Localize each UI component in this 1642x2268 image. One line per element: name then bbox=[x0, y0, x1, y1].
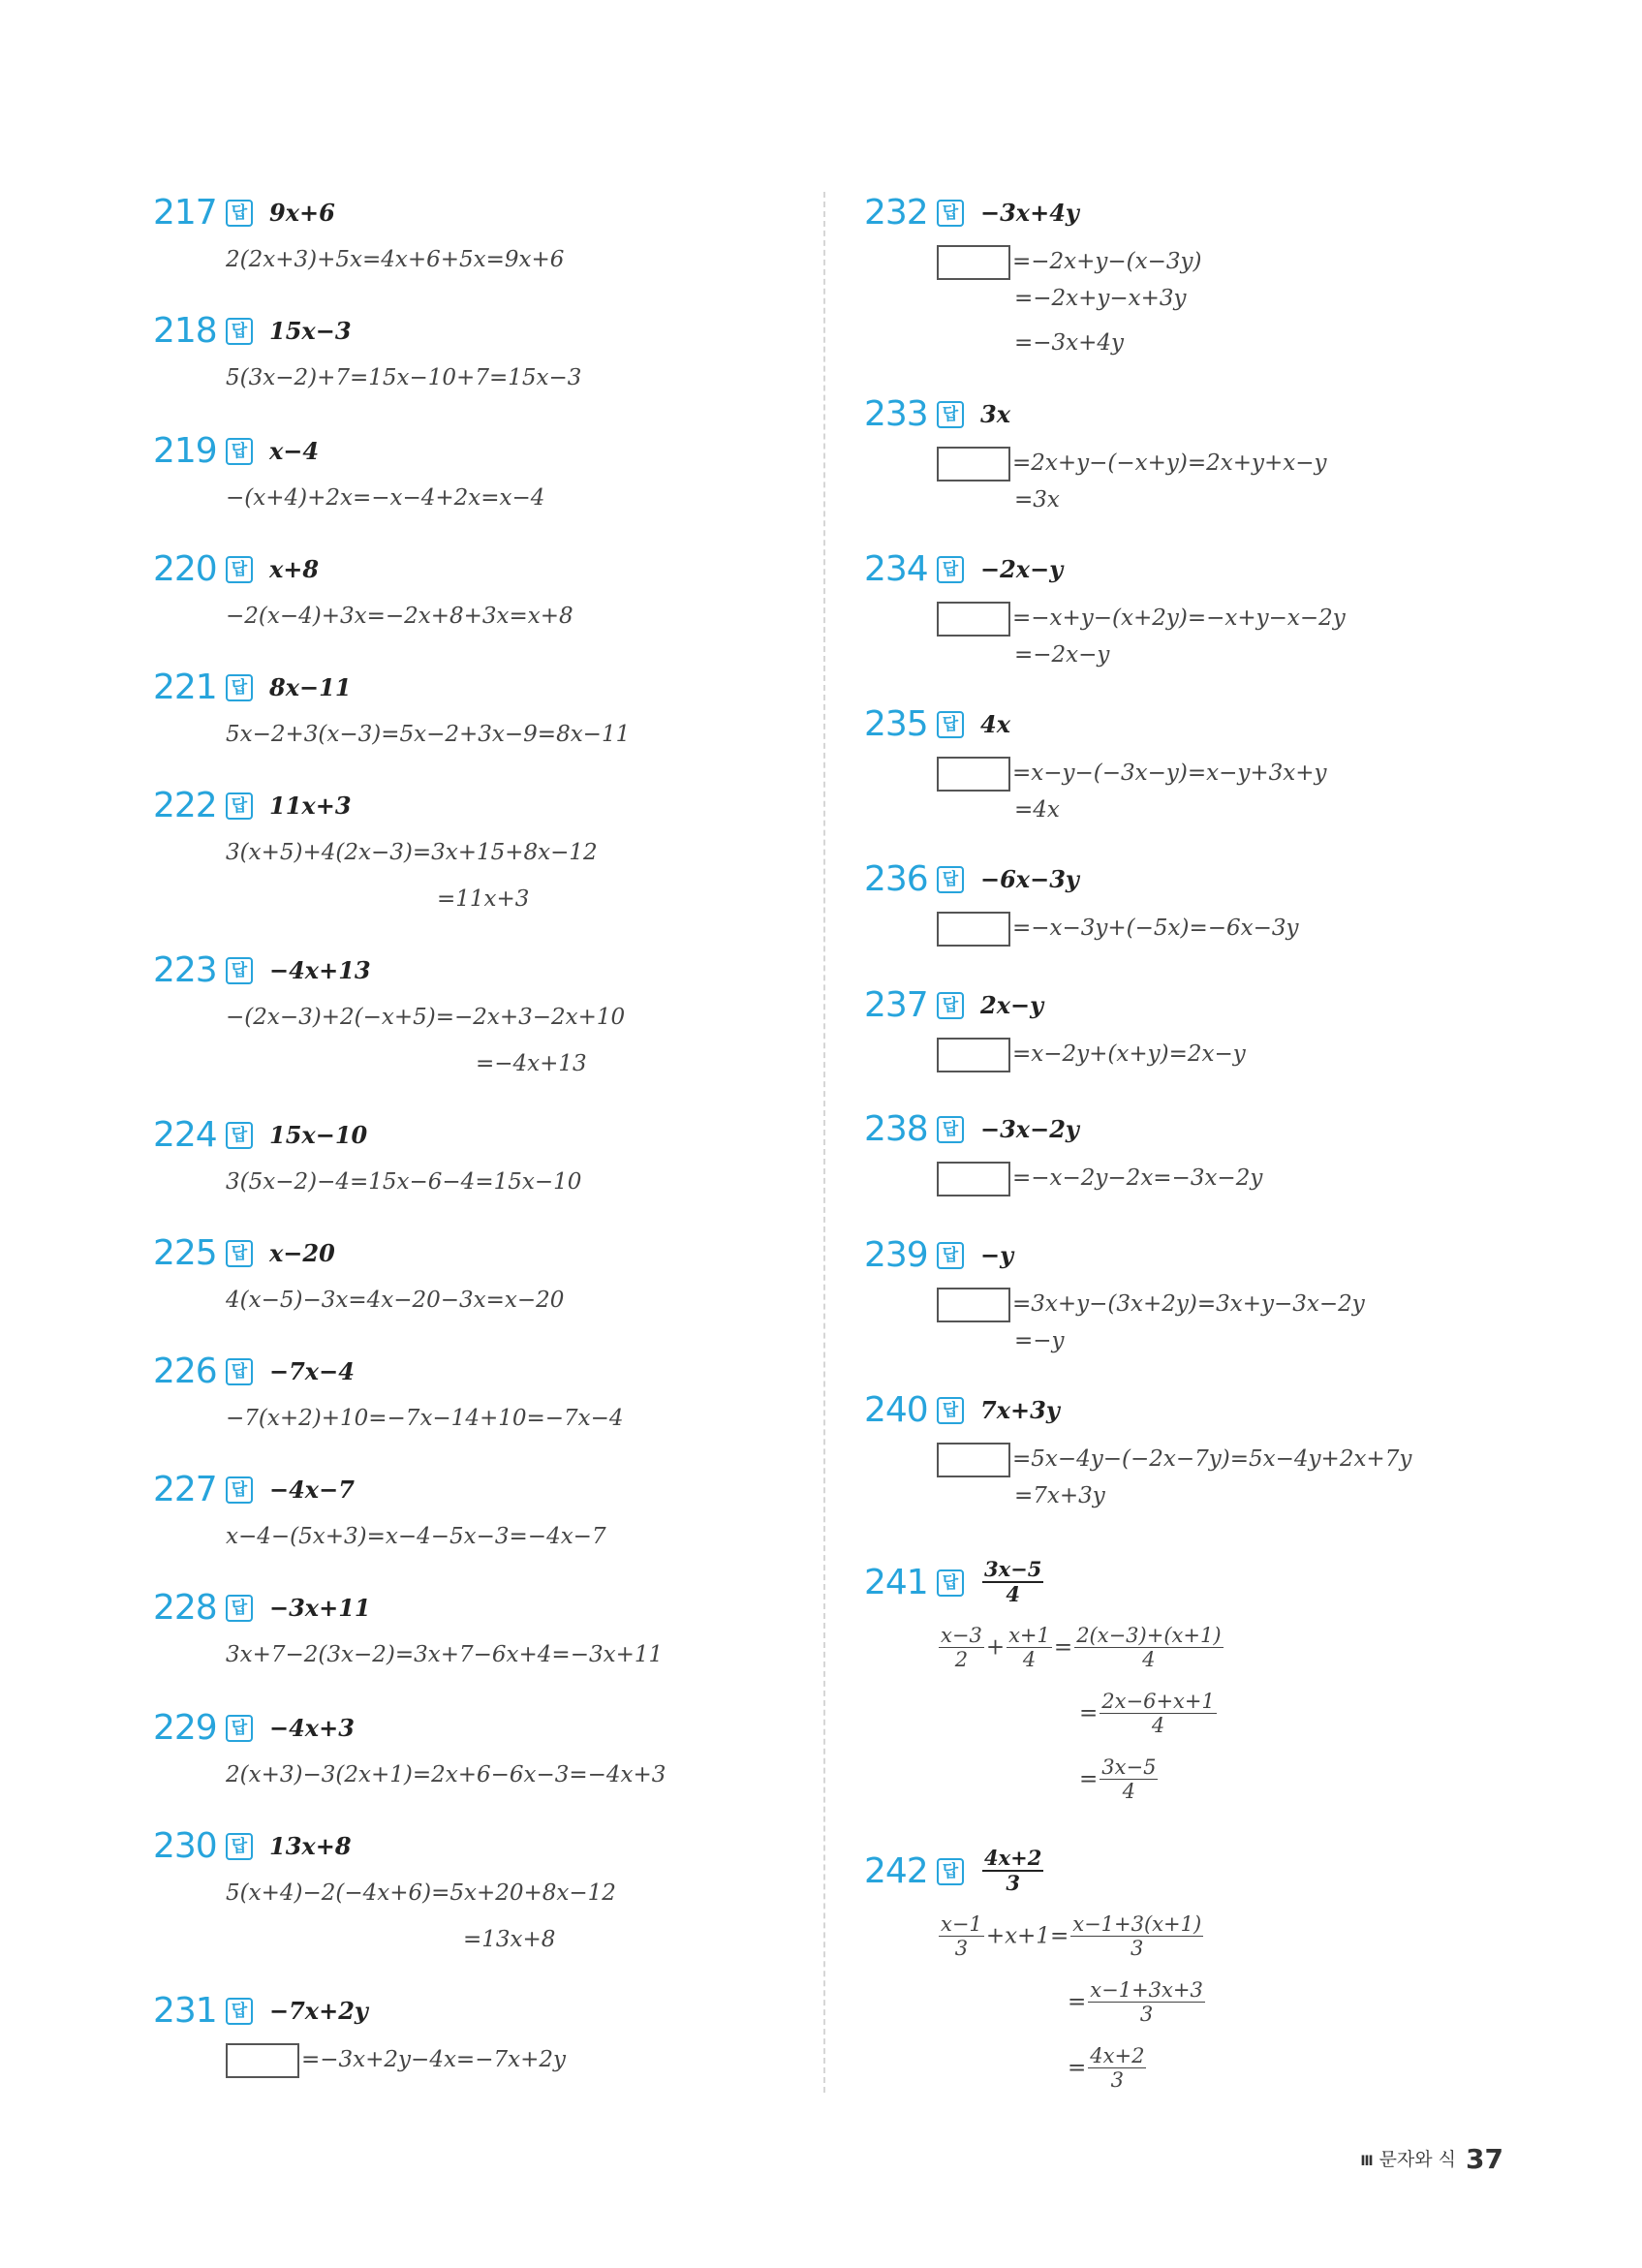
answer-badge: 답 bbox=[937, 401, 964, 428]
answer-badge: 답 bbox=[937, 1569, 964, 1597]
problem-234 bbox=[864, 550, 1346, 674]
answer-badge: 답 bbox=[937, 992, 964, 1019]
problem-229 bbox=[153, 1709, 666, 1794]
answer: x−4 bbox=[269, 437, 320, 465]
answer-badge: 답 bbox=[226, 957, 253, 984]
answer-badge: 답 bbox=[937, 200, 964, 227]
answer: −7x+2y bbox=[269, 1997, 368, 2025]
answer: 11x+3 bbox=[269, 792, 352, 820]
solution-line: 4(x−5)−3x=4x−20−3x=x−20 bbox=[226, 1288, 565, 1313]
answer: −4x+3 bbox=[269, 1714, 355, 1742]
problem-224 bbox=[153, 1116, 581, 1201]
problem-number: 229 bbox=[153, 1708, 217, 1748]
answer-badge: 답 bbox=[226, 1595, 253, 1622]
solution-line: =11x+3 bbox=[437, 886, 530, 912]
solution-line: =−x+y−(x+2y)=−x+y−x−2y bbox=[937, 599, 1346, 637]
problem-number: 234 bbox=[864, 549, 928, 589]
solution-line: −(x+4)+2x=−x−4+2x=x−4 bbox=[226, 485, 545, 511]
solution-line: 2(2x+3)+5x=4x+6+5x=9x+6 bbox=[226, 247, 565, 272]
solution-line: = $\frac{4x+2}{3}$ bbox=[1068, 2044, 1145, 2092]
solution-line: =7x+3y bbox=[1014, 1483, 1105, 1508]
blank-box bbox=[937, 1443, 1010, 1477]
solution-line: =4x bbox=[1014, 797, 1060, 823]
answer-badge: 답 bbox=[937, 866, 964, 893]
answer: x+8 bbox=[269, 555, 320, 583]
solution-line: $\frac{x-3}{2}$ + $\frac{x+1}{4}$ = $\frac{2(x-3)+(x+1)}{4}$ bbox=[941, 1624, 1222, 1671]
blank-box bbox=[937, 1162, 1010, 1196]
problem-number: 222 bbox=[153, 786, 217, 825]
problem-235 bbox=[864, 705, 1327, 829]
problem-218 bbox=[153, 312, 581, 397]
problem-230 bbox=[153, 1827, 616, 1959]
problem-number: 223 bbox=[153, 950, 217, 990]
answer-badge: 답 bbox=[226, 674, 253, 701]
solution-line: =x−2y+(x+y)=2x−y bbox=[937, 1035, 1246, 1073]
problem-number: 237 bbox=[864, 985, 928, 1025]
solution-line: = $\frac{x-1+3x+3}{3}$ bbox=[1068, 1978, 1203, 2026]
solution-line: −(2x−3)+2(−x+5)=−2x+3−2x+10 bbox=[226, 1005, 626, 1030]
problem-number: 235 bbox=[864, 704, 928, 744]
solution-line: =−x−2y−2x=−3x−2y bbox=[937, 1159, 1262, 1197]
answer: −3x+11 bbox=[269, 1594, 371, 1622]
answer-badge: 답 bbox=[226, 1998, 253, 2025]
solution-line: $\frac{x-1}{3}$ +x+1= $\frac{x-1+3(x+1)}{3}$ bbox=[941, 1912, 1202, 1960]
answer-badge: 답 bbox=[226, 200, 253, 227]
problem-number: 233 bbox=[864, 394, 928, 434]
problem-number: 227 bbox=[153, 1470, 217, 1509]
answer-badge: 답 bbox=[937, 1116, 964, 1143]
answer: x−20 bbox=[269, 1239, 335, 1267]
solution-line: x−4−(5x+3)=x−4−5x−3=−4x−7 bbox=[226, 1524, 606, 1549]
solution-line: 3(x+5)+4(2x−3)=3x+15+8x−12 bbox=[226, 840, 598, 865]
problem-233 bbox=[864, 395, 1327, 519]
problem-number: 217 bbox=[153, 193, 217, 233]
answer-badge: 답 bbox=[226, 1240, 253, 1267]
answer-badge: 답 bbox=[226, 1122, 253, 1149]
answer: −4x−7 bbox=[269, 1476, 355, 1504]
solution-line: = $\frac{2x-6+x+1}{4}$ bbox=[1079, 1690, 1215, 1737]
answer-badge: 답 bbox=[226, 318, 253, 345]
answer: −7x−4 bbox=[269, 1357, 355, 1385]
solution-line: = $\frac{3x-5}{4}$ bbox=[1079, 1755, 1157, 1803]
solution-line: =−x−3y+(−5x)=−6x−3y bbox=[937, 909, 1299, 948]
problem-219 bbox=[153, 432, 544, 517]
problem-number: 218 bbox=[153, 311, 217, 351]
solution-line: 5(3x−2)+7=15x−10+7=15x−3 bbox=[226, 365, 582, 390]
solution-line: =3x+y−(3x+2y)=3x+y−3x−2y bbox=[937, 1285, 1365, 1323]
problem-number: 238 bbox=[864, 1109, 928, 1149]
answer: −3x+4y bbox=[980, 199, 1079, 227]
problem-number: 221 bbox=[153, 668, 217, 707]
problem-226 bbox=[153, 1352, 624, 1438]
problem-number: 225 bbox=[153, 1233, 217, 1273]
solution-line: =2x+y−(−x+y)=2x+y+x−y bbox=[937, 444, 1327, 482]
answer-badge: 답 bbox=[226, 1358, 253, 1385]
problem-number: 239 bbox=[864, 1235, 928, 1275]
problem-223 bbox=[153, 951, 625, 1083]
chapter-mark: Ⅲ bbox=[1360, 2154, 1374, 2169]
solution-line: 3(5x−2)−4=15x−6−4=15x−10 bbox=[226, 1169, 582, 1195]
answer: 2x−y bbox=[980, 991, 1044, 1019]
answer: −6x−3y bbox=[980, 865, 1079, 893]
problem-232 bbox=[864, 194, 1202, 362]
problem-number: 240 bbox=[864, 1390, 928, 1430]
answer: 15x−10 bbox=[269, 1121, 368, 1149]
answer: 9x+6 bbox=[269, 199, 335, 227]
solution-line: =−y bbox=[1014, 1328, 1065, 1353]
answer-badge: 답 bbox=[226, 1715, 253, 1742]
answer-badge: 답 bbox=[226, 556, 253, 583]
answer-badge: 답 bbox=[937, 1397, 964, 1424]
solution-line: =−2x+y−x+3y bbox=[1014, 286, 1187, 311]
blank-box bbox=[937, 447, 1010, 482]
problem-217 bbox=[153, 194, 564, 279]
problem-number: 242 bbox=[864, 1851, 928, 1891]
problem-236 bbox=[864, 860, 1299, 948]
problem-228 bbox=[153, 1589, 663, 1674]
solution-line: =−2x−y bbox=[1014, 642, 1110, 668]
blank-box bbox=[226, 2043, 299, 2078]
page-footer bbox=[1360, 2143, 1503, 2175]
problem-241 bbox=[864, 1558, 1225, 1814]
answer-badge: 답 bbox=[937, 1858, 964, 1885]
page-number: 37 bbox=[1466, 2143, 1503, 2175]
answer-badge: 답 bbox=[226, 1833, 253, 1860]
solution-line: =13x+8 bbox=[463, 1927, 556, 1952]
answer-badge: 답 bbox=[937, 711, 964, 738]
problem-number: 226 bbox=[153, 1351, 217, 1391]
answer: −y bbox=[980, 1241, 1014, 1269]
blank-box bbox=[937, 1288, 1010, 1322]
problem-number: 231 bbox=[153, 1991, 217, 2031]
blank-box bbox=[937, 245, 1010, 280]
solution-line: 5x−2+3(x−3)=5x−2+3x−9=8x−11 bbox=[226, 722, 631, 747]
problem-242 bbox=[864, 1847, 1207, 2102]
problem-240 bbox=[864, 1391, 1411, 1515]
problem-number: 230 bbox=[153, 1826, 217, 1866]
solution-line: −7(x+2)+10=−7x−14+10=−7x−4 bbox=[226, 1406, 624, 1431]
problem-227 bbox=[153, 1471, 606, 1556]
answer: 7x+3y bbox=[980, 1396, 1060, 1424]
answer: $\frac{3x-5}{4}$ bbox=[984, 1557, 1042, 1606]
answer: 15x−3 bbox=[269, 317, 352, 345]
problem-number: 219 bbox=[153, 431, 217, 471]
problem-237 bbox=[864, 986, 1246, 1073]
solution-line: −2(x−4)+3x=−2x+8+3x=x+8 bbox=[226, 604, 573, 629]
answer-badge: 답 bbox=[937, 556, 964, 583]
answer: 8x−11 bbox=[269, 673, 352, 701]
solution-line: =3x bbox=[1014, 487, 1060, 513]
answer: $\frac{4x+2}{3}$ bbox=[984, 1846, 1042, 1895]
solution-line: =−2x+y−(x−3y) bbox=[937, 242, 1202, 281]
solution-line: 5(x+4)−2(−4x+6)=5x+20+8x−12 bbox=[226, 1880, 616, 1906]
blank-box bbox=[937, 1038, 1010, 1072]
answer-badge: 답 bbox=[226, 438, 253, 465]
problem-number: 224 bbox=[153, 1115, 217, 1155]
blank-box bbox=[937, 757, 1010, 792]
answer-badge: 답 bbox=[937, 1242, 964, 1269]
problem-221 bbox=[153, 668, 630, 754]
problem-number: 232 bbox=[864, 193, 928, 233]
problem-number: 228 bbox=[153, 1588, 217, 1628]
solution-line: =−3x+2y−4x=−7x+2y bbox=[226, 2040, 566, 2079]
answer-badge: 답 bbox=[226, 792, 253, 820]
problem-number: 220 bbox=[153, 549, 217, 589]
answer: 3x bbox=[980, 400, 1011, 428]
solution-line: =x−y−(−3x−y)=x−y+3x+y bbox=[937, 754, 1327, 792]
solution-line: 3x+7−2(3x−2)=3x+7−6x+4=−3x+11 bbox=[226, 1642, 664, 1667]
chapter-title: 문자와 식 bbox=[1379, 2149, 1457, 2170]
solution-line: =5x−4y−(−2x−7y)=5x−4y+2x+7y bbox=[937, 1440, 1411, 1478]
problem-225 bbox=[153, 1234, 564, 1320]
problem-238 bbox=[864, 1110, 1262, 1197]
answer: −3x−2y bbox=[980, 1115, 1079, 1143]
column-divider bbox=[823, 192, 825, 2093]
problem-number: 236 bbox=[864, 859, 928, 899]
answer: −2x−y bbox=[980, 555, 1064, 583]
blank-box bbox=[937, 912, 1010, 947]
problem-222 bbox=[153, 787, 598, 918]
problem-number: 241 bbox=[864, 1563, 928, 1602]
problem-220 bbox=[153, 550, 573, 636]
problem-231 bbox=[153, 1992, 566, 2079]
problem-239 bbox=[864, 1236, 1365, 1360]
answer: 4x bbox=[980, 710, 1011, 738]
solution-line: =−4x+13 bbox=[476, 1051, 587, 1076]
answer: 13x+8 bbox=[269, 1832, 352, 1860]
solution-line: =−3x+4y bbox=[1014, 330, 1125, 356]
answer: −4x+13 bbox=[269, 956, 371, 984]
answer-badge: 답 bbox=[226, 1476, 253, 1504]
blank-box bbox=[937, 602, 1010, 637]
solution-line: 2(x+3)−3(2x+1)=2x+6−6x−3=−4x+3 bbox=[226, 1762, 666, 1787]
